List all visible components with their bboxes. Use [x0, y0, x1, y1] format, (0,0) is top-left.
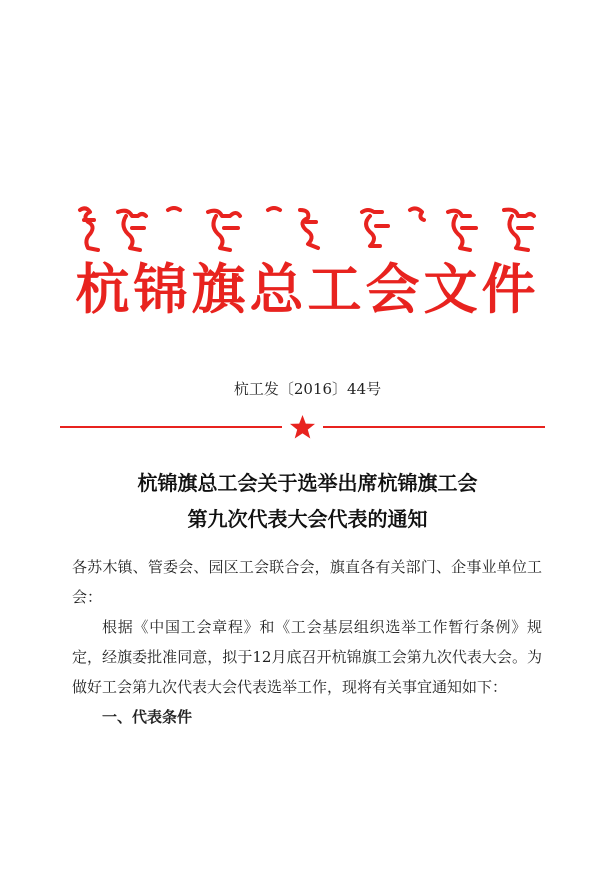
document-number: 杭工发〔2016〕44号: [233, 380, 382, 398]
mongolian-script-header: [70, 200, 550, 255]
notice-title-line-2: 第九次代表大会代表的通知: [187, 507, 428, 531]
title-divider: [60, 412, 545, 442]
notice-title-line-1: 杭锦旗总工会关于选举出席杭锦旗工会: [137, 471, 478, 495]
star-icon: [290, 415, 315, 439]
mongolian-script-image: [70, 200, 550, 255]
document-title: 杭锦旗总工会文件: [75, 257, 540, 321]
notice-body: [72, 552, 542, 732]
paragraph-1: 根据《中国工会章程》和《工会基层组织选举工作暂行条例》规定，经旗委批准同意，拟于12月底召开杭锦旗工会第九次代表大会。为做好工会第九次代表大会代表选举工作，现将有关事宜通知如下：: [72, 618, 542, 696]
notice-title: [0, 465, 615, 537]
section-1-heading: 一、代表条件: [102, 708, 193, 726]
recipients: 各苏木镇、管委会、园区工会联合会，旗直各有关部门、企事业单位工会：: [72, 558, 542, 606]
